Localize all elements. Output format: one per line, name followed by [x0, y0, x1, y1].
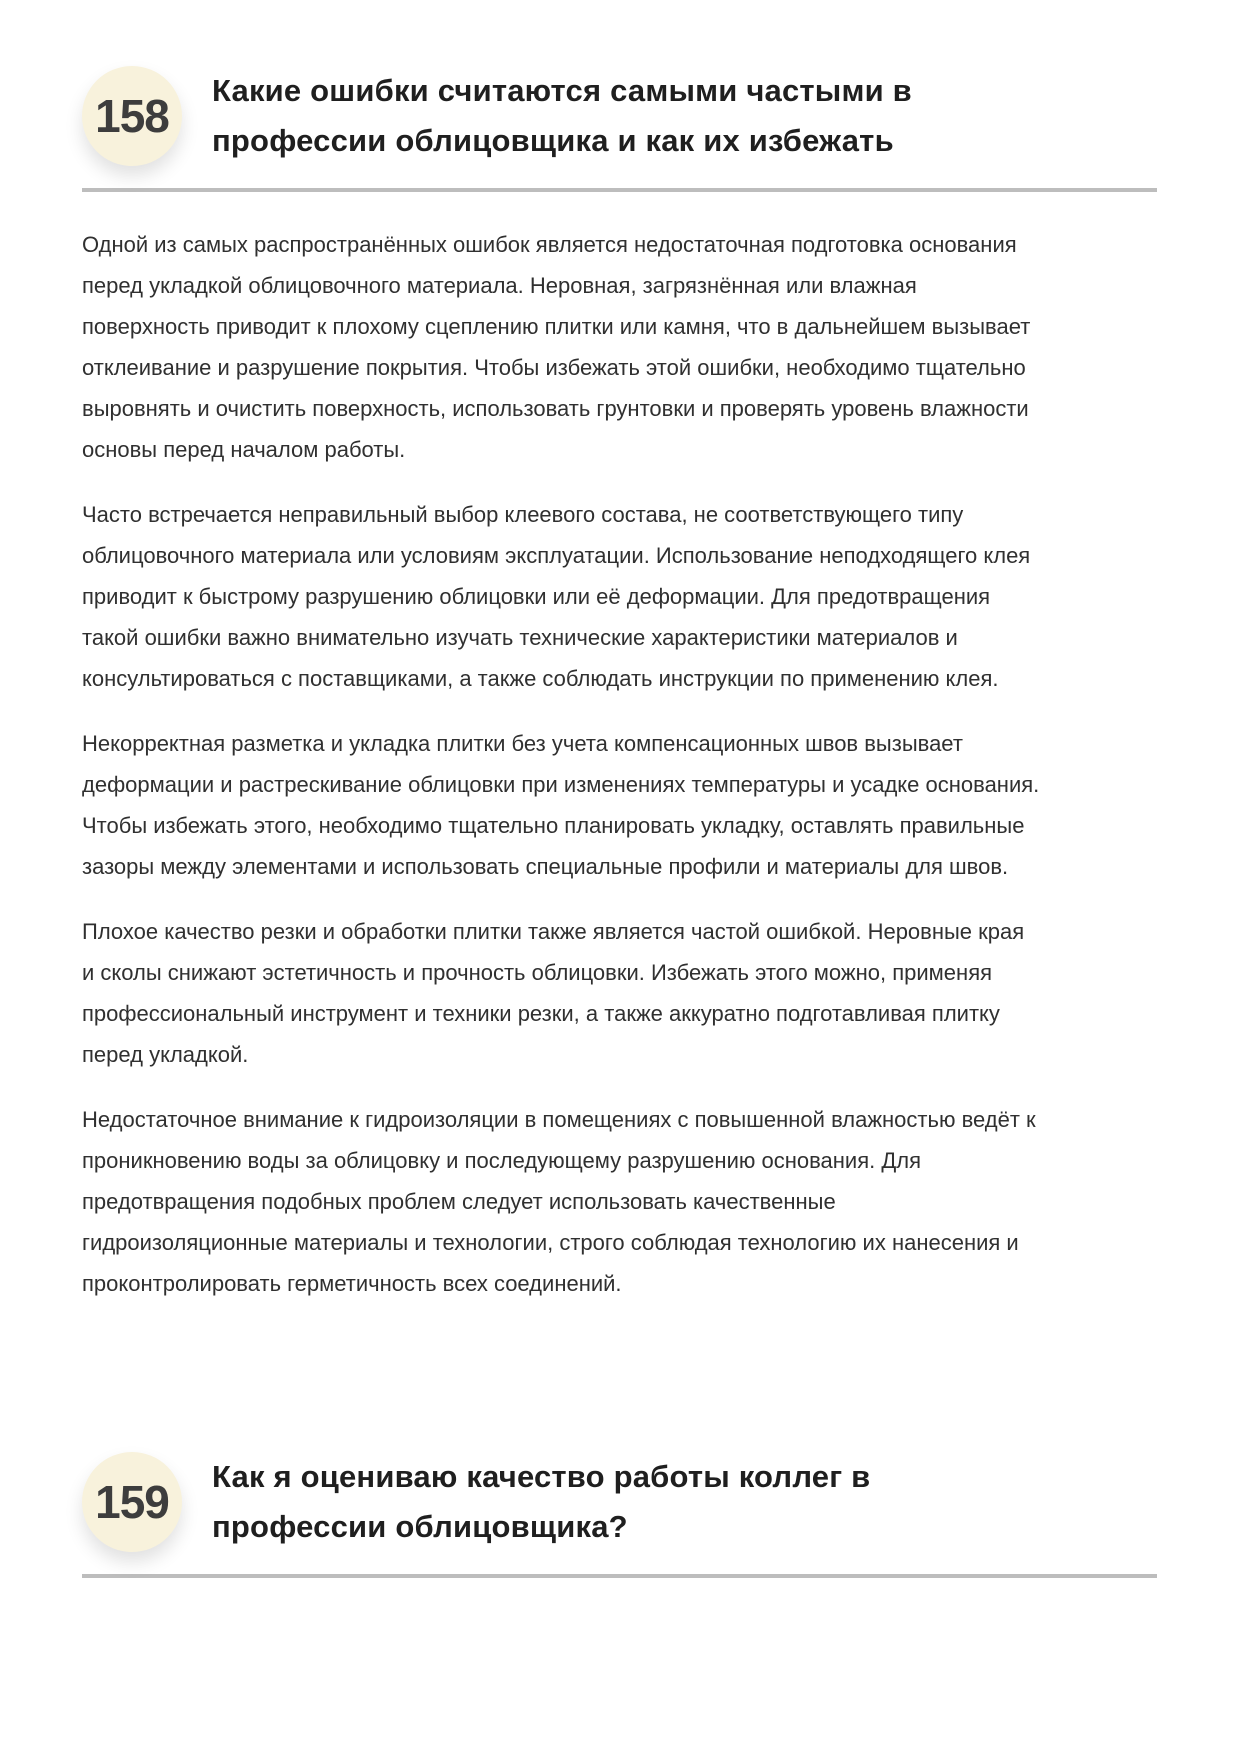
section-header: [82, 1452, 1157, 1552]
answer-paragraph: Часто встречается неправильный выбор клеевого состава, не соответствующего типу облицовочного материала или условиям эксплуатации. Использование неподходящего клея приводит к быстрому разрушению облицовки или её деформации. Для предотвращения такой ошибки важно внимательно изучать технические характеристики материалов и консультироваться с поставщиками, а также соблюдать инструкции по применению клея.: [82, 502, 1031, 691]
section-question-158: [82, 66, 1157, 1304]
title-divider: [82, 188, 1157, 192]
section-header: [82, 66, 1157, 166]
question-number-badge: 158: [82, 66, 182, 166]
answer-paragraph: Некорректная разметка и укладка плитки без учета компенсационных швов вызывает деформации и растрескивание облицовки при изменениях температуры и усадке основания. Чтобы избежать этого, необходимо тщательно планировать укладку, оставлять правильные зазоры между элементами и использовать специальные профили и материалы для швов.: [82, 731, 1040, 879]
answer-body: [82, 224, 1042, 1304]
question-title: Как я оцениваю качество работы коллег в профессии облицовщика?: [212, 1459, 871, 1544]
question-number-badge: 159: [82, 1452, 182, 1552]
title-divider: [82, 1574, 1157, 1578]
answer-paragraph: Плохое качество резки и обработки плитки также является частой ошибкой. Неровные края и сколы снижают эстетичность и прочность облицовки. Избежать этого можно, применяя профессиональный инструмент и техники резки, а также аккуратно подготавливая плитку перед укладкой.: [82, 919, 1025, 1067]
question-title: Какие ошибки считаются самыми частыми в профессии облицовщика и как их избежать: [212, 73, 912, 158]
answer-paragraph: Одной из самых распространённых ошибок является недостаточная подготовка основания перед укладкой облицовочного материала. Неровная, загрязнённая или влажная поверхность приводит к плохому сцеплению плитки или камня, что в дальнейшем вызывает отклеивание и разрушение покрытия. Чтобы избежать этой ошибки, необходимо тщательно выровнять и очистить поверхность, использовать грунтовки и проверять уровень влажности основы перед началом работы.: [82, 232, 1031, 462]
section-question-159: [82, 1452, 1157, 1578]
answer-paragraph: Недостаточное внимание к гидроизоляции в помещениях с повышенной влажностью ведёт к проникновению воды за облицовку и последующему разрушению основания. Для предотвращения подобных проблем следует использовать качественные гидроизоляционные материалы и технологии, строго соблюдая технологию их нанесения и проконтролировать герметичность всех соединений.: [82, 1107, 1036, 1296]
